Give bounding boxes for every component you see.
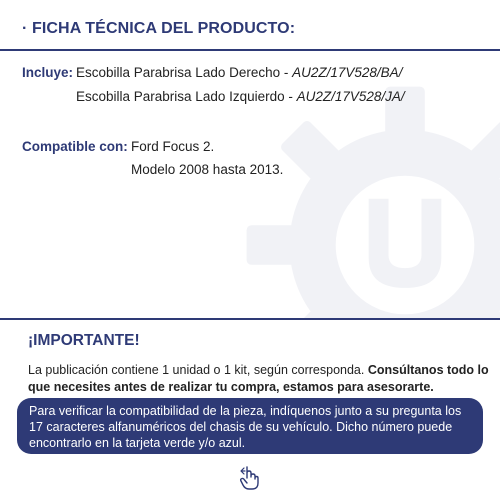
spec-item-text: Escobilla Parabrisa Lado Izquierdo - bbox=[76, 89, 297, 104]
compatible-label: Compatible con: bbox=[22, 139, 128, 154]
callout-text: Para verificar la compatibilidad de la pieza, indíquenos junto a su pregunta los 17 caracteres alfanuméricos del chasis de su vehículo. Dicho número puede encontrarlo en la tarjeta verde y/o azul. bbox=[29, 404, 462, 450]
pointing-hand-icon bbox=[237, 464, 261, 492]
important-text bbox=[28, 362, 498, 396]
header-divider bbox=[0, 49, 500, 51]
spec-item-code: AU2Z/17V528/JA/ bbox=[296, 89, 405, 104]
spec-item-text: Escobilla Parabrisa Lado Derecho - bbox=[76, 65, 293, 80]
spec-item-right bbox=[76, 65, 402, 80]
important-text-regular: La publicación contiene 1 unidad o 1 kit, según corresponda. bbox=[28, 363, 368, 377]
compatibility-callout bbox=[17, 398, 483, 454]
important-title: ¡IMPORTANTE! bbox=[28, 332, 140, 349]
page-title: · FICHA TÉCNICA DEL PRODUCTO: bbox=[22, 20, 296, 37]
section-divider bbox=[0, 318, 500, 320]
compatible-model: Ford Focus 2. bbox=[131, 139, 215, 154]
important-text-bold: Consúltanos todo lo que necesites antes de realizar tu compra, estamos para asesorarte. bbox=[28, 363, 489, 394]
spec-item-code: AU2Z/17V528/BA/ bbox=[292, 65, 403, 80]
includes-label: Incluye: bbox=[22, 65, 74, 80]
spec-item-left bbox=[76, 89, 405, 104]
compatible-years: Modelo 2008 hasta 2013. bbox=[131, 162, 284, 177]
